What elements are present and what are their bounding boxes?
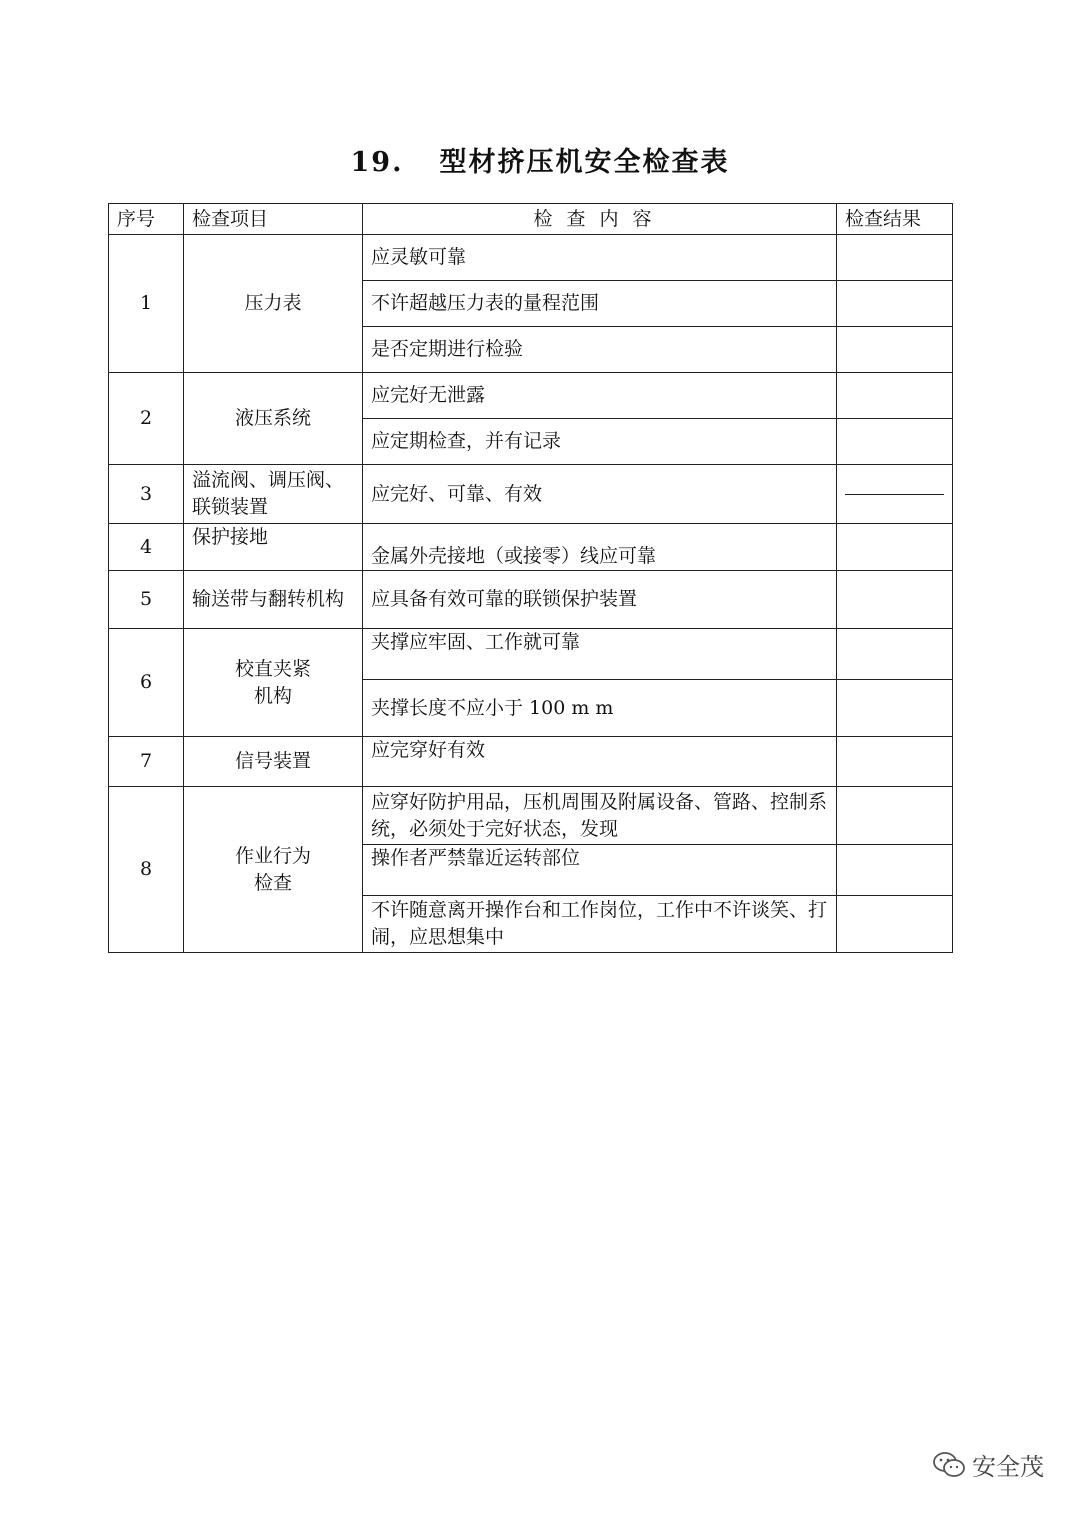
row-content: 夹撑长度不应小于 100 m m <box>363 680 837 737</box>
page-title <box>0 140 1080 179</box>
row-seq: 5 <box>109 571 184 629</box>
row-item-line: 作业行为 <box>234 844 311 867</box>
row-content: 不许超越压力表的量程范围 <box>363 281 837 327</box>
result-cell <box>837 680 953 737</box>
wechat-icon <box>932 1451 966 1479</box>
row-seq: 3 <box>109 465 184 524</box>
row-content: 夹撑应牢固、工作就可靠 <box>363 629 837 680</box>
watermark-text: 安全茂 <box>972 1453 1044 1481</box>
row-item <box>184 787 363 953</box>
row-content: 应穿好防护用品，压机周围及附属设备、管路、控制系统，必须处于完好状态，发现 <box>363 787 837 845</box>
row-seq: 8 <box>109 787 184 953</box>
row-item: 压力表 <box>184 235 363 373</box>
row-seq: 2 <box>109 373 184 465</box>
row-item: 输送带与翻转机构 <box>184 571 363 629</box>
result-cell <box>837 629 953 680</box>
result-cell <box>837 896 953 953</box>
table-row <box>109 629 953 680</box>
row-item-line: 检查 <box>253 871 292 894</box>
table-row <box>109 235 953 281</box>
result-cell <box>837 281 953 327</box>
result-cell <box>837 235 953 281</box>
inspection-table <box>108 203 953 953</box>
row-seq: 1 <box>109 235 184 373</box>
table-row <box>109 571 953 629</box>
row-seq: 7 <box>109 737 184 787</box>
table-row <box>109 465 953 524</box>
row-item-line: 机构 <box>253 684 292 707</box>
row-seq: 6 <box>109 629 184 737</box>
result-cell <box>837 524 953 571</box>
table-row <box>109 737 953 787</box>
row-content: 金属外壳接地（或接零）线应可靠 <box>363 524 837 571</box>
row-content: 应完好无泄露 <box>363 373 837 419</box>
row-content: 应具备有效可靠的联锁保护装置 <box>363 571 837 629</box>
row-item-line: 校直夹紧 <box>234 657 311 680</box>
row-content: 应完穿好有效 <box>363 737 837 787</box>
result-cell <box>837 845 953 896</box>
row-content: 不许随意离开操作台和工作岗位，工作中不许谈笑、打闹，应思想集中 <box>363 896 837 953</box>
row-content: 应定期检查，并有记录 <box>363 419 837 465</box>
table-row <box>109 373 953 419</box>
row-seq: 4 <box>109 524 184 571</box>
row-item <box>184 629 363 737</box>
title-text: 型材挤压机安全检查表 <box>439 147 730 178</box>
row-item: 保护接地 <box>184 524 363 571</box>
result-cell <box>837 787 953 845</box>
result-cell <box>837 419 953 465</box>
result-cell <box>837 465 953 524</box>
title-number: 19. <box>350 147 404 178</box>
watermark <box>932 1447 1044 1482</box>
result-cell <box>837 327 953 373</box>
header-content: 检查内容 <box>363 204 837 235</box>
header-item: 检查项目 <box>184 204 363 235</box>
row-item: 溢流阀、调压阀、联锁装置 <box>184 465 363 524</box>
result-cell <box>837 737 953 787</box>
table-header-row <box>109 204 953 235</box>
result-cell <box>837 373 953 419</box>
result-cell <box>837 571 953 629</box>
row-content: 操作者严禁靠近运转部位 <box>363 845 837 896</box>
table-row <box>109 787 953 845</box>
row-content: 应灵敏可靠 <box>363 235 837 281</box>
row-content: 是否定期进行检验 <box>363 327 837 373</box>
header-result: 检查结果 <box>837 204 953 235</box>
row-item: 液压系统 <box>184 373 363 465</box>
row-content: 应完好、可靠、有效 <box>363 465 837 524</box>
header-seq: 序号 <box>109 204 184 235</box>
table-row <box>109 524 953 571</box>
row-item: 信号装置 <box>184 737 363 787</box>
result-split <box>845 465 944 523</box>
